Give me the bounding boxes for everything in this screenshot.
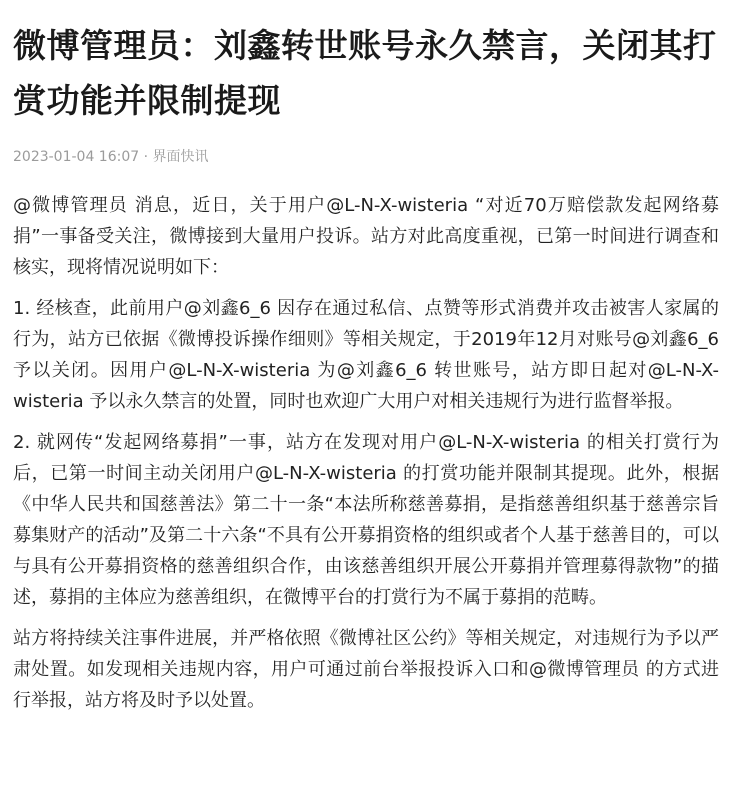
article-meta	[13, 148, 719, 166]
article-body	[13, 190, 719, 716]
paragraph-point-2: 2. 就网传“发起网络募捐”一事，站方在发现对用户@L-N-X-wisteria 的相关打赏行为后，已第一时间主动关闭用户@L-N-X-wisteria 的打赏功能并限制其提现。此外，根据《中华人民共和国慈善法》第二十一条“本法所称慈善募捐，是指慈善组织基于慈善宗旨募集财产的活动”及第二十六条“不具有公开募捐资格的组织或者个人基于慈善目的，可以与具有公开募捐资格的慈善组织合作，由该慈善组织开展公开募捐并管理募得款物”的描述，募捐的主体应为慈善组织，在微博平台的打赏行为不属于募捐的范畴。	[13, 432, 719, 608]
paragraph-closing: 站方将持续关注事件进展，并严格依照《微博社区公约》等相关规定，对违规行为予以严肃处置。如发现相关违规内容，用户可通过前台举报投诉入口和@微博管理员 的方式进行举报，站方将及时予以处置。	[13, 628, 719, 711]
article-source[interactable]: 界面快讯	[152, 149, 209, 165]
publish-datetime: 2023-01-04 16:07	[13, 149, 140, 165]
paragraph-point-1: 1. 经核查，此前用户@刘鑫6_6 因存在通过私信、点赞等形式消费并攻击被害人家属的行为，站方已依据《微博投诉操作细则》等相关规定，于2019年12月对账号@刘鑫6_6 予以关闭。因用户@L-N-X-wisteria 为@刘鑫6_6 转世账号，站方即日起对@L-N-X-wisteria 予以永久禁言的处置，同时也欢迎广大用户对相关违规行为进行监督举报。	[13, 298, 719, 412]
news-article	[13, 0, 719, 726]
paragraph-intro: @微博管理员 消息，近日，关于用户@L-N-X-wisteria “对近70万赔偿款发起网络募捐”一事备受关注，微博接到大量用户投诉。站方对此高度重视，已第一时间进行调查和核实，现将情况说明如下：	[13, 195, 719, 278]
article-title: 微博管理员：刘鑫转世账号永久禁言，关闭其打赏功能并限制提现	[13, 26, 717, 120]
meta-separator: ·	[139, 149, 153, 165]
